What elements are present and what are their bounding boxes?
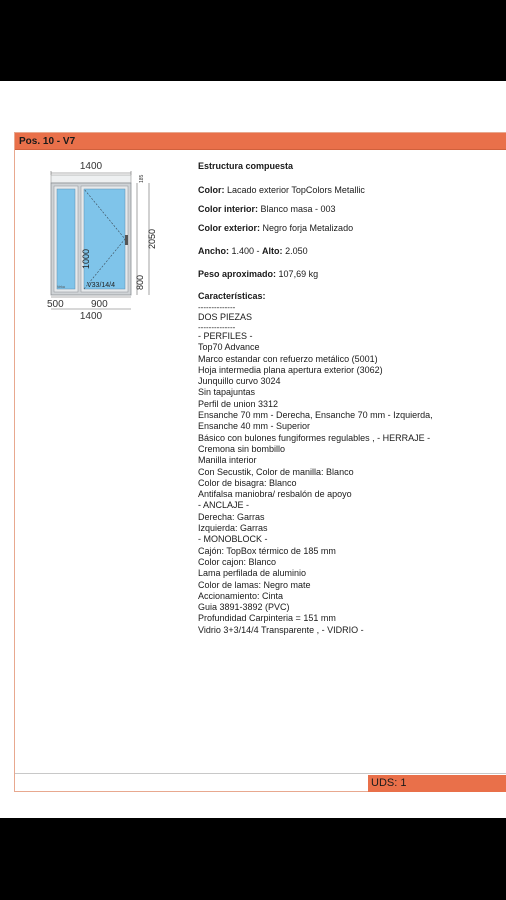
dim-right-width: 900 [91,299,108,310]
characteristic-line: Manilla interior [198,455,257,466]
left-glass [57,189,75,289]
document-page [0,81,506,818]
characteristic-line: Vidrio 3+3/14/4 Transparente , - VIDRIO - [198,624,364,635]
weight-row: Peso aproximado: 107,69 kg [198,269,319,279]
characteristic-line: Ensanche 70 mm - Derecha, Ensanche 70 mm - Izquierda, [198,410,433,421]
characteristic-line: - PERFILES - [198,331,253,341]
color-exterior-row: Color exterior: Negro forja Metalizado [198,223,354,233]
dim-left-width: 500 [47,299,64,310]
brand-logo: Veka [57,285,65,289]
characteristic-line: Color cajon: Blanco [198,556,277,567]
structure-title: Estructura compuesta [198,161,294,171]
position-card [14,132,506,792]
characteristic-line: Cremona sin bombillo [198,443,286,454]
characteristic-line: Marco estandar con refuerzo metálico (5001) [198,353,378,364]
handle-icon [125,235,128,245]
dim-total-height: 2050 [147,228,157,249]
characteristic-line: Perfil de union 3312 [198,398,279,409]
right-glass [84,189,125,289]
characteristic-line: Color de bisagra: Blanco [198,477,297,488]
characteristic-line: Junquillo curvo 3024 [198,376,281,387]
color-row: Color: Lacado exterior TopColors Metallic [198,185,365,195]
characteristic-line: Izquierda: Garras [198,523,268,534]
units-badge: UDS: 1 [368,775,506,792]
caracteristicas-title: Características: [198,291,266,301]
dim-width-bottom: 1400 [79,311,103,322]
characteristic-line: Accionamiento: Cinta [198,590,284,601]
characteristic-line: Top70 Advance [198,342,260,353]
dim-cajon: 185 [139,174,145,183]
piezas-label: DOS PIEZAS [198,312,253,322]
characteristic-line: Hoja intermedia plana apertura exterior (3062) [198,364,383,375]
characteristic-line: Color de lamas: Negro mate [198,579,311,590]
window-drawing [43,161,179,341]
characteristic-line: Sin tapajuntas [198,387,256,398]
info-panel [198,161,498,636]
dim-glass-height: 1000 [81,248,91,269]
separator: -------------- [198,323,236,332]
characteristic-line: Con Secustik, Color de manilla: Blanco [198,466,354,477]
glass-code: V33/14/4 [87,282,116,289]
characteristic-line: - ANCLAJE - [198,500,250,511]
separator: -------------- [198,303,236,312]
characteristic-line: Guia 3891-3892 (PVC) [198,602,290,613]
characteristics-list [198,331,498,636]
characteristic-line: Ensanche 40 mm - Superior [198,421,311,432]
characteristic-line: Básico con bulones fungiformes regulables , - HERRAJE - [198,432,431,443]
characteristic-line: Lama perfilada de aluminio [198,568,307,579]
footer-divider [15,773,506,774]
cajon-box [51,175,131,183]
position-title: Pos. 10 - V7 [19,136,76,147]
color-interior-row: Color interior: Blanco masa - 003 [198,204,336,214]
dimensions-row: Ancho: 1.400 - Alto: 2.050 [198,246,308,256]
dim-lower-height: 800 [135,274,145,290]
characteristic-line: Profundidad Carpinteria = 151 mm [198,613,336,624]
dim-width-top: 1400 [79,161,103,172]
characteristic-line: Antifalsa maniobra/ resbalón de apoyo [198,489,352,500]
characteristic-line: - MONOBLOCK - [198,534,268,545]
characteristic-line: Cajón: TopBox térmico de 185 mm [198,545,336,556]
position-header [15,133,506,150]
characteristic-line: Derecha: Garras [198,511,265,522]
